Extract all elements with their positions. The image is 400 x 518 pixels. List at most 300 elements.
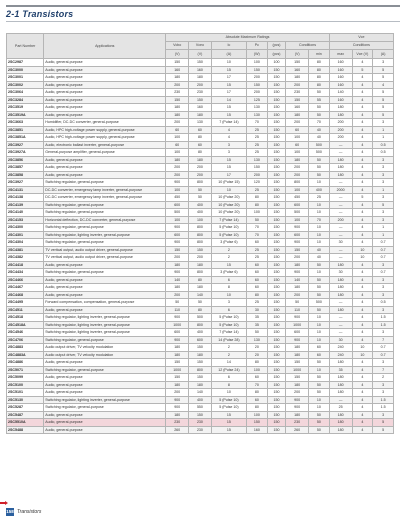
value-cell: 230 — [286, 419, 309, 427]
value-cell: 3 — [211, 141, 246, 149]
value-cell: 150 — [267, 374, 286, 382]
value-cell: 10 — [309, 179, 330, 187]
value-cell: 3 — [373, 119, 394, 127]
value-cell: 50 — [309, 374, 330, 382]
table-row — [7, 201, 394, 209]
table-row — [7, 291, 394, 299]
applications-cell: DC-DC converter, emergency lamp inverter, general-purpose — [44, 194, 166, 202]
value-cell: 10 — [211, 59, 246, 67]
value-cell: 150 — [267, 89, 286, 97]
value-cell: 50 — [309, 291, 330, 299]
value-cell: 40 — [309, 134, 330, 142]
value-cell: 5 — [373, 89, 394, 97]
value-cell: 400 — [309, 186, 330, 194]
value-cell: 150 — [267, 96, 286, 104]
value-cell: — — [329, 254, 352, 262]
value-cell: 500 — [309, 141, 330, 149]
table-row — [7, 74, 394, 82]
part-number-cell: 2SC4467 — [7, 284, 44, 292]
value-cell: 200 — [329, 216, 352, 224]
value-cell: 180 — [329, 276, 352, 284]
applications-cell: Audio, HPC high-voltage power supply, general-purpose — [44, 126, 166, 134]
value-cell: 150 — [189, 59, 212, 67]
value-cell: 3 — [211, 149, 246, 157]
page-number: 158 — [6, 509, 14, 514]
value-cell: 200 — [166, 164, 189, 172]
value-cell: 800 — [189, 179, 212, 187]
applications-cell: Audio, general-purpose — [44, 66, 166, 74]
part-number-cell: 2SC4139 — [7, 201, 44, 209]
value-cell: 4 — [352, 261, 373, 269]
header-applications: Applications — [44, 34, 166, 59]
value-cell: 150 — [267, 396, 286, 404]
value-cell: 180 — [286, 351, 309, 359]
value-cell: 1 — [373, 134, 394, 142]
applications-cell: Audio, general-purpose — [44, 306, 166, 314]
table-row — [7, 276, 394, 284]
value-cell: 230 — [166, 89, 189, 97]
value-cell: 5 — [373, 104, 394, 112]
header-vceo: Vceo — [189, 42, 212, 50]
applications-cell: Audio, general-purpose — [44, 74, 166, 82]
part-number-cell: 2SC3856 — [7, 156, 44, 164]
value-cell: 30 — [329, 239, 352, 247]
value-cell: 180 — [189, 156, 212, 164]
table-row — [7, 306, 394, 314]
value-cell: 180 — [166, 381, 189, 389]
value-cell: 150 — [267, 329, 286, 337]
applications-cell: Switching regulator, general-purpose — [44, 366, 166, 374]
value-cell: — — [329, 194, 352, 202]
value-cell: 50 — [309, 359, 330, 367]
part-number-cell: 2SC3064 — [7, 89, 44, 97]
value-cell: 900 — [286, 396, 309, 404]
value-cell: 130 — [246, 156, 267, 164]
value-cell: 60 — [166, 126, 189, 134]
value-cell: 17 — [211, 89, 246, 97]
value-cell: 100 — [189, 216, 212, 224]
value-cell: 200 — [189, 164, 212, 172]
value-cell: 3 — [373, 306, 394, 314]
value-cell: 200 — [166, 171, 189, 179]
value-cell: 4 — [352, 209, 373, 217]
part-number-cell: 2SC4518 — [7, 314, 44, 322]
applications-cell: Audio, general-purpose — [44, 276, 166, 284]
part-number-cell: 2SC5487 — [7, 411, 44, 419]
value-cell: 140 — [189, 291, 212, 299]
value-cell: 160 — [166, 66, 189, 74]
value-cell: 15 — [211, 111, 246, 119]
value-cell: 15 — [211, 419, 246, 427]
value-cell: 900 — [166, 396, 189, 404]
applications-cell: Audio, general-purpose — [44, 96, 166, 104]
value-cell: 80 — [246, 389, 267, 397]
value-cell: 180 — [189, 381, 212, 389]
value-cell: 10 — [309, 314, 330, 322]
applications-cell: Audio, general-purpose — [44, 291, 166, 299]
value-cell: 150 — [267, 201, 286, 209]
value-cell: 100 — [286, 134, 309, 142]
value-cell: 10 — [211, 291, 246, 299]
table-row — [7, 89, 394, 97]
value-cell: 150 — [189, 246, 212, 254]
value-cell: 0.7 — [373, 269, 394, 277]
value-cell: — — [329, 396, 352, 404]
value-cell: 200 — [329, 126, 352, 134]
applications-cell: Switching regulator, general-purpose — [44, 404, 166, 412]
value-cell: 100 — [166, 149, 189, 157]
value-cell: 2 — [211, 246, 246, 254]
applications-cell: Audio, general-purpose — [44, 426, 166, 434]
table-row — [7, 149, 394, 157]
value-cell: 450 — [286, 194, 309, 202]
value-cell: 180 — [329, 426, 352, 434]
applications-cell: Audio, general-purpose — [44, 411, 166, 419]
value-cell: 180 — [329, 381, 352, 389]
value-cell: 60 — [246, 276, 267, 284]
value-cell: 3 — [373, 164, 394, 172]
value-cell: 180 — [166, 104, 189, 112]
value-cell: 600 — [166, 231, 189, 239]
value-cell: 150 — [286, 246, 309, 254]
value-cell: 2 — [211, 351, 246, 359]
value-cell: 120 — [246, 179, 267, 187]
value-cell: 160 — [189, 104, 212, 112]
applications-cell: Audio, general-purpose — [44, 261, 166, 269]
value-cell: 150 — [267, 194, 286, 202]
value-cell: 80 — [189, 306, 212, 314]
value-cell: 3 — [373, 156, 394, 164]
value-cell: 180 — [189, 351, 212, 359]
value-cell: 10 (Pulse 20) — [211, 194, 246, 202]
part-number-cell: 2SC4381 — [7, 246, 44, 254]
table-row — [7, 119, 394, 127]
value-cell: 200 — [286, 389, 309, 397]
value-cell: 70 — [309, 119, 330, 127]
value-cell: 14 — [211, 359, 246, 367]
value-cell: 800 — [189, 231, 212, 239]
value-cell: 100 — [246, 59, 267, 67]
unit-vce: (V) — [286, 50, 309, 59]
value-cell: 4 — [352, 411, 373, 419]
value-cell: 200 — [189, 171, 212, 179]
value-cell: 4 — [352, 126, 373, 134]
value-cell: 200 — [286, 254, 309, 262]
table-row — [7, 269, 394, 277]
value-cell: 150 — [267, 171, 286, 179]
part-number-cell: 2SC4546 — [7, 329, 44, 337]
value-cell: 180 — [329, 261, 352, 269]
value-cell: 160 — [329, 59, 352, 67]
part-number-cell: 2SC3851 — [7, 126, 44, 134]
part-number-cell: 2SC5488 — [7, 426, 44, 434]
value-cell: 2 — [211, 254, 246, 262]
value-cell: 200 — [286, 164, 309, 172]
value-cell: 5 (Pulse 10) — [211, 321, 246, 329]
value-cell: 50 — [286, 299, 309, 307]
value-cell: 7 — [373, 366, 394, 374]
part-number-cell: 2SC4304 — [7, 239, 44, 247]
value-cell: 160 — [286, 104, 309, 112]
value-cell: 600 — [286, 329, 309, 337]
value-cell: 50 — [309, 171, 330, 179]
value-cell: 6 — [211, 374, 246, 382]
applications-cell: TV vertical output, audio output driver, general-purpose — [44, 254, 166, 262]
value-cell: 230 — [189, 89, 212, 97]
value-cell: 180 — [166, 261, 189, 269]
value-cell: 4 — [352, 276, 373, 284]
value-cell: 10 — [309, 321, 330, 329]
value-cell: — — [329, 321, 352, 329]
value-cell: 150 — [267, 209, 286, 217]
value-cell: 4 — [352, 134, 373, 142]
value-cell: 80 — [246, 359, 267, 367]
value-cell: 180 — [189, 261, 212, 269]
table-row — [7, 381, 394, 389]
value-cell: 180 — [286, 111, 309, 119]
value-cell: 150 — [286, 59, 309, 67]
value-cell: 900 — [166, 404, 189, 412]
value-cell: 180 — [166, 156, 189, 164]
value-cell: 900 — [286, 224, 309, 232]
table-row — [7, 261, 394, 269]
part-number-cell: 2SC3927 — [7, 141, 44, 149]
value-cell: 130 — [246, 104, 267, 112]
transistor-spec-table — [6, 33, 394, 434]
value-cell: 3 — [373, 411, 394, 419]
value-cell: 200 — [166, 389, 189, 397]
value-cell: — — [329, 246, 352, 254]
value-cell: 1.5 — [373, 404, 394, 412]
value-cell: 150 — [267, 149, 286, 157]
part-number-cell: 2SC4153 — [7, 216, 44, 224]
value-cell: 150 — [267, 389, 286, 397]
value-cell: 150 — [267, 156, 286, 164]
value-cell: 180 — [166, 284, 189, 292]
value-cell: 1000 — [166, 321, 189, 329]
value-cell: 800 — [189, 366, 212, 374]
applications-cell: Audio output driver, TV velocity modulation — [44, 351, 166, 359]
value-cell: 10 (Pulse 20) — [211, 201, 246, 209]
value-cell: 17 — [211, 171, 246, 179]
value-cell: 10 — [211, 389, 246, 397]
value-cell: 25 — [329, 404, 352, 412]
value-cell: 140 — [189, 389, 212, 397]
part-number-cell: 2SC4468 — [7, 291, 44, 299]
value-cell: 180 — [329, 389, 352, 397]
value-cell: 60 — [246, 284, 267, 292]
value-cell: 150 — [267, 66, 286, 74]
value-cell: 4 — [352, 216, 373, 224]
value-cell: 4 — [352, 269, 373, 277]
table-row — [7, 359, 394, 367]
value-cell: 15 — [211, 66, 246, 74]
part-number-cell: 2SC4301 — [7, 231, 44, 239]
value-cell: 3 — [373, 194, 394, 202]
table-row — [7, 216, 394, 224]
value-cell: 4 — [352, 111, 373, 119]
value-cell: 4 — [352, 186, 373, 194]
value-cell: 25 — [309, 194, 330, 202]
value-cell: 150 — [267, 336, 286, 344]
applications-cell: Switching regulator, general-purpose — [44, 179, 166, 187]
value-cell: 50 — [309, 261, 330, 269]
value-cell: 3 — [373, 216, 394, 224]
title-rule — [6, 21, 400, 22]
value-cell: 8 — [211, 381, 246, 389]
value-cell: 3 — [373, 179, 394, 187]
table-row — [7, 224, 394, 232]
value-cell: 1.5 — [373, 396, 394, 404]
value-cell: 3 — [373, 59, 394, 67]
part-number-cell: 2SC4140 — [7, 209, 44, 217]
value-cell: 200 — [286, 119, 309, 127]
value-cell: 50 — [309, 156, 330, 164]
part-number-cell: 2SC5510A — [7, 419, 44, 427]
applications-cell: Audio, general-purpose — [44, 359, 166, 367]
value-cell: 60 — [286, 126, 309, 134]
value-cell: 80 — [309, 81, 330, 89]
value-cell: 150 — [189, 411, 212, 419]
table-row — [7, 111, 394, 119]
table-row — [7, 351, 394, 359]
value-cell: 20 — [246, 344, 267, 352]
value-cell: 150 — [166, 359, 189, 367]
value-cell: 180 — [329, 284, 352, 292]
applications-cell: Audio output driver, TV velocity modulation — [44, 344, 166, 352]
value-cell: 5 (Pulse 10) — [211, 224, 246, 232]
value-cell: 150 — [267, 276, 286, 284]
value-cell: 900 — [166, 269, 189, 277]
value-cell: 50 — [309, 111, 330, 119]
unit-pcs: (pcs) — [267, 50, 286, 59]
value-cell: 150 — [267, 104, 286, 112]
value-cell: 180 — [189, 111, 212, 119]
table-row — [7, 96, 394, 104]
value-cell: 180 — [189, 74, 212, 82]
value-cell: 4 — [352, 426, 373, 434]
value-cell: 150 — [267, 366, 286, 374]
value-cell: — — [329, 299, 352, 307]
value-cell: 15 — [211, 426, 246, 434]
value-cell: 25 — [246, 254, 267, 262]
value-cell: 10 — [352, 344, 373, 352]
unit-vcbo: (V) — [166, 50, 189, 59]
value-cell: 15 — [211, 261, 246, 269]
value-cell: 1.5 — [373, 314, 394, 322]
value-cell: 4 — [352, 321, 373, 329]
part-number-cell: 2SC3857 — [7, 164, 44, 172]
value-cell: 100 — [246, 366, 267, 374]
value-cell: 10 — [352, 351, 373, 359]
value-cell: 4 — [352, 419, 373, 427]
value-cell: 260 — [286, 426, 309, 434]
value-cell: 25 — [246, 126, 267, 134]
value-cell: 17 — [211, 74, 246, 82]
value-cell: 100 — [286, 149, 309, 157]
value-cell: 160 — [286, 66, 309, 74]
part-number-cell: 2SC4883A — [7, 351, 44, 359]
value-cell: 4 — [211, 126, 246, 134]
value-cell: 150 — [267, 344, 286, 352]
applications-cell: Audio, general-purpose — [44, 81, 166, 89]
value-cell: 4 — [352, 359, 373, 367]
applications-cell: Audio, general-purpose — [44, 164, 166, 172]
value-cell: 5 (Pulse 10) — [211, 231, 246, 239]
value-cell: 180 — [329, 156, 352, 164]
applications-cell: Audio, general-purpose — [44, 104, 166, 112]
value-cell: 60 — [309, 344, 330, 352]
value-cell: 70 — [246, 224, 267, 232]
value-cell: 150 — [267, 141, 286, 149]
value-cell: 600 — [286, 201, 309, 209]
part-number-cell: 2SC4382 — [7, 254, 44, 262]
value-cell: 80 — [189, 149, 212, 157]
part-number-cell: 2SC3927A — [7, 149, 44, 157]
value-cell: 230 — [286, 89, 309, 97]
value-cell: 50 — [309, 411, 330, 419]
value-cell: 80 — [246, 291, 267, 299]
value-cell: 150 — [246, 81, 267, 89]
value-cell: 180 — [166, 111, 189, 119]
value-cell: 4 — [352, 59, 373, 67]
value-cell: 4 — [352, 239, 373, 247]
value-cell: 4 — [352, 404, 373, 412]
value-cell: 260 — [166, 426, 189, 434]
row-marker-arrow — [0, 502, 6, 504]
value-cell: 5 — [373, 201, 394, 209]
value-cell: 180 — [329, 419, 352, 427]
value-cell: 35 — [329, 366, 352, 374]
value-cell: 5 — [373, 419, 394, 427]
value-cell: 15 — [211, 411, 246, 419]
table-row — [7, 389, 394, 397]
value-cell: 130 — [189, 119, 212, 127]
value-cell: 160 — [329, 81, 352, 89]
value-cell: 200 — [166, 254, 189, 262]
table-row — [7, 299, 394, 307]
value-cell: 600 — [189, 336, 212, 344]
value-cell: 180 — [329, 104, 352, 112]
value-cell: 125 — [246, 96, 267, 104]
value-cell: 4 — [352, 231, 373, 239]
value-cell: 5 — [373, 66, 394, 74]
value-cell: 30 — [246, 306, 267, 314]
value-cell: 5 (Pulse 10) — [211, 314, 246, 322]
applications-cell: Audio, general-purpose — [44, 389, 166, 397]
value-cell: — — [329, 179, 352, 187]
value-cell: 150 — [246, 164, 267, 172]
value-cell: 5 (Pulse 10) — [211, 396, 246, 404]
value-cell: 50 — [246, 216, 267, 224]
value-cell: 800 — [189, 224, 212, 232]
value-cell: 50 — [309, 426, 330, 434]
value-cell: 60 — [246, 269, 267, 277]
table-row — [7, 426, 394, 434]
value-cell: 35 — [246, 314, 267, 322]
value-cell: — — [329, 141, 352, 149]
part-number-cell: 2SC3000 — [7, 66, 44, 74]
applications-cell: Humidifier, DC-DC converter, general-purpose — [44, 119, 166, 127]
value-cell: 50 — [309, 284, 330, 292]
value-cell: 180 — [286, 411, 309, 419]
value-cell: 4 — [352, 81, 373, 89]
value-cell: 1000 — [286, 366, 309, 374]
value-cell: 0.7 — [373, 351, 394, 359]
value-cell: 50 — [309, 89, 330, 97]
part-number-cell: 2SC4138 — [7, 194, 44, 202]
value-cell: 4 — [352, 171, 373, 179]
